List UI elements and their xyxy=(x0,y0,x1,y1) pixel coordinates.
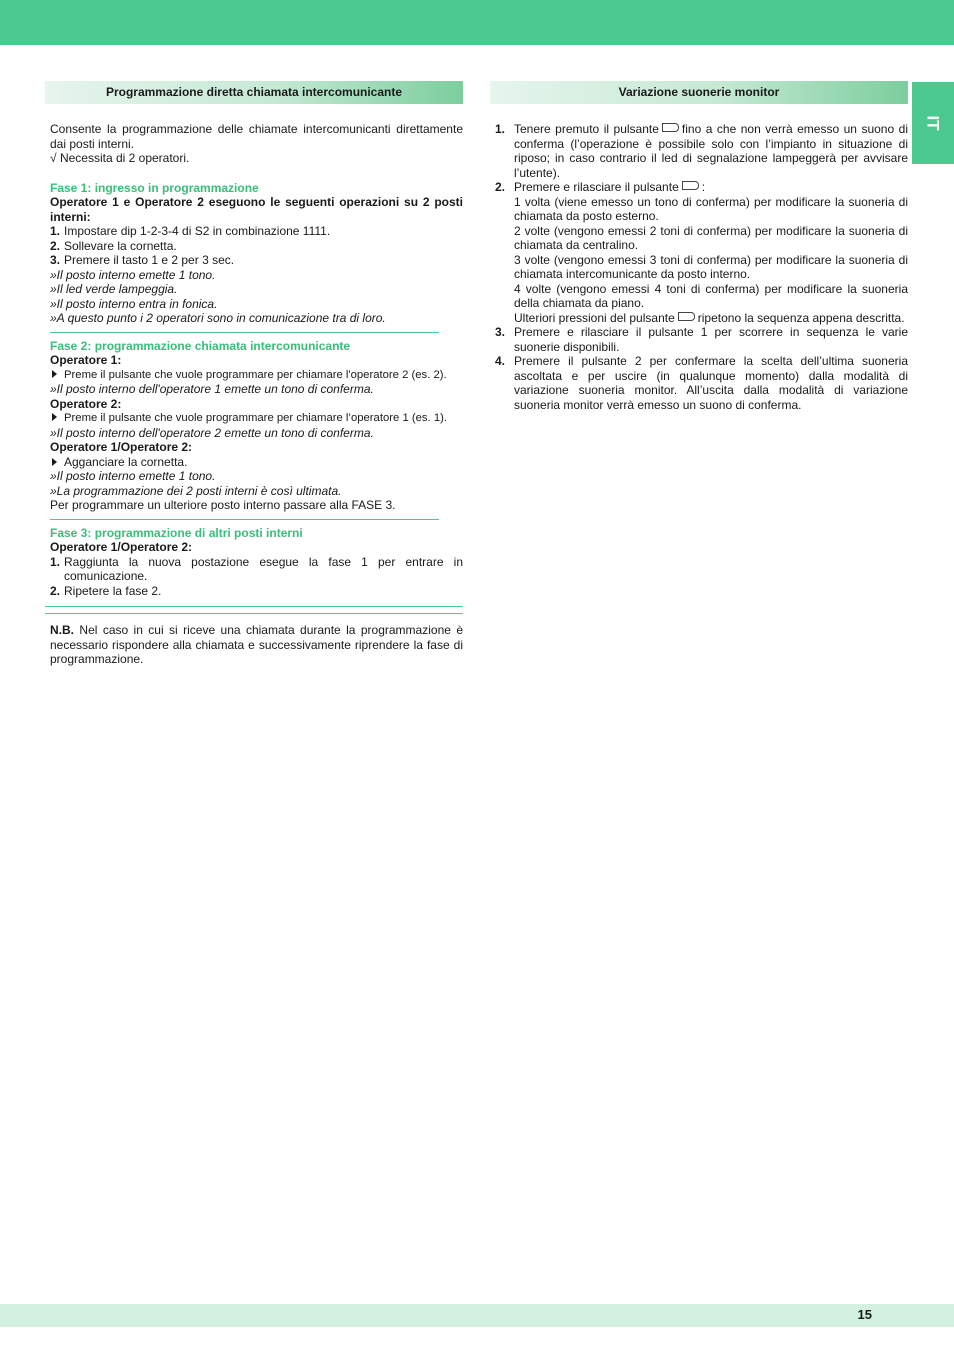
step-text: Premere e rilasciare il pulsante 1 per scorrere in sequenza le varie suonerie disponibili. xyxy=(514,325,908,354)
operator2-label: Operatore 2: xyxy=(50,396,122,411)
fase3-steps xyxy=(50,555,463,599)
language-tab xyxy=(912,82,954,164)
step-text: Tenere premuto il pulsante xyxy=(514,122,659,136)
fase1-steps xyxy=(50,224,463,268)
step-text: fino a che non verrà emesso un suono di conferma (l’operazione è possibile solo con l’impianto in situazione di riposo; in caso contrario il led di segnalazione lampeggerà per avvisare l’utente). xyxy=(514,122,908,180)
step-text: Ripetere la fase 2. xyxy=(64,583,162,598)
fase3-label: Operatore 1/Operatore 2: xyxy=(50,540,193,554)
right-section-header: Variazione suonerie monitor xyxy=(490,81,908,104)
step-text: Premere il tasto 1 e 2 per 3 sec. xyxy=(64,253,235,267)
fase1-title: Fase 1: ingresso in programmazione xyxy=(50,180,259,195)
triangle-bullet-icon xyxy=(52,413,57,421)
check-mark-icon: √ xyxy=(50,151,57,165)
intro-text: Consente la programmazione delle chiamate intercomunicanti direttamente dai posti interni. xyxy=(50,122,463,151)
triangle-bullet-icon xyxy=(52,458,57,466)
operator2-action-text: Preme il pulsante che vuole programmare per chiamare l’operatore 1 (es. 1). xyxy=(64,412,448,424)
list-item xyxy=(50,555,463,584)
press-option: 2 volte (vengono emessi 2 toni di conferma) per modificare la suoneria di chiamata da centralino. xyxy=(514,223,908,252)
step-number: 2. xyxy=(495,180,506,194)
step-number: 2. xyxy=(50,583,61,598)
operator1-action-text: Preme il pulsante che vuole programmare per chiamare l'operatore 2 (es. 2). xyxy=(64,368,447,381)
press-option: 4 volte (vengono emessi 4 toni di conferma) per modificare la suoneria della chiamata da piano. xyxy=(514,281,908,310)
step-colon: : xyxy=(701,180,706,194)
step-number: 1. xyxy=(495,122,506,136)
pulsante-key-icon xyxy=(662,123,679,132)
monitor-steps xyxy=(495,122,908,412)
both-operators-action-text: Agganciare la cornetta. xyxy=(64,454,188,469)
list-item xyxy=(495,122,908,180)
operator2-action xyxy=(50,411,463,426)
fase1-result: »Il posto interno entra in fonica. xyxy=(50,296,218,311)
bottom-band xyxy=(0,1304,954,1327)
list-item xyxy=(50,224,463,239)
step-number: 4. xyxy=(495,354,506,368)
step-number: 2. xyxy=(50,238,61,253)
double-divider xyxy=(45,606,463,614)
both-operators-action xyxy=(50,455,463,470)
step-number: 1. xyxy=(50,554,61,569)
step-text: Premere e rilasciare il pulsante xyxy=(514,180,679,194)
note-block xyxy=(50,623,463,667)
list-item xyxy=(495,354,908,412)
both-operators-label: Operatore 1/Operatore 2: xyxy=(50,440,193,454)
step-text: Premere il pulsante 2 per confermare la scelta dell’ultima suoneria ascoltata e per uscire (in qualunque momento) dalla modalità di variazione suoneria monitor. All’uscita dalla modalità di variazione suoneria monitor verrà emesso un suono di conferma. xyxy=(514,354,908,412)
press-repeat xyxy=(514,311,908,326)
pulsante-key-icon xyxy=(678,312,695,321)
triangle-bullet-icon xyxy=(52,370,57,378)
pulsante-key-icon xyxy=(682,181,699,190)
both-result: »Il posto interno emette 1 tono. xyxy=(50,469,216,483)
list-item xyxy=(495,180,908,325)
step-number: 1. xyxy=(50,224,61,238)
press-repeat-text: ripetono la sequenza appena descritta. xyxy=(697,310,905,325)
fase1-result: »A questo punto i 2 operatori sono in comunicazione tra di loro. xyxy=(50,311,386,325)
step-number: 3. xyxy=(50,253,61,267)
operator1-action xyxy=(50,368,463,383)
top-green-band xyxy=(0,0,954,45)
language-tab-label: IT xyxy=(923,115,943,131)
requirement-line xyxy=(50,151,463,166)
left-section-header: Programmazione diretta chiamata intercomunicante xyxy=(45,81,463,104)
page-number: 15 xyxy=(857,1307,872,1322)
list-item xyxy=(50,584,463,599)
step-number: 3. xyxy=(495,325,506,339)
note-text: Nel caso in cui si riceve una chiamata durante la programmazione è necessario rispondere alla chiamata e successivamente riprendere la fase di programmazione. xyxy=(50,623,463,666)
fase2-next: Per programmare un ulteriore posto interno passare alla FASE 3. xyxy=(50,498,396,512)
press-option: 3 volte (vengono emessi 3 toni di conferma) per modificare la suoneria di chiamata intercomunicante da posto interno. xyxy=(514,252,908,281)
fase1-result: »Il led verde lampeggia. xyxy=(50,282,178,296)
both-result: »La programmazione dei 2 posti interni è così ultimata. xyxy=(50,483,342,498)
operator1-result: »Il posto interno dell'operatore 1 emette un tono di conferma. xyxy=(50,382,374,396)
step-text: Impostare dip 1-2-3-4 di S2 in combinazione 1111. xyxy=(64,224,331,238)
fase3-title: Fase 3: programmazione di altri posti interni xyxy=(50,525,303,540)
list-item xyxy=(50,253,463,268)
list-item xyxy=(50,239,463,254)
fase1-result: »Il posto interno emette 1 tono. xyxy=(50,267,216,282)
list-item xyxy=(495,325,908,354)
press-option: 1 volta (viene emesso un tono di conferma) per modificare la suoneria di chiamata da posto esterno. xyxy=(514,194,908,223)
note-label: N.B. xyxy=(50,623,74,637)
operator2-result: »Il posto interno dell'operatore 2 emette un tono di conferma. xyxy=(50,425,374,440)
fase2-title: Fase 2: programmazione chiamata intercomunicante xyxy=(50,338,351,353)
operator1-label: Operatore 1: xyxy=(50,353,122,367)
requirement-text: Necessita di 2 operatori. xyxy=(59,151,190,165)
press-repeat-text: Ulteriori pressioni del pulsante xyxy=(514,310,675,325)
right-column xyxy=(495,122,908,412)
left-column xyxy=(50,122,463,598)
step-text: Sollevare la cornetta. xyxy=(64,238,177,253)
fase1-bold-instruction: Operatore 1 e Operatore 2 eseguono le seguenti operazioni su 2 posti interni: xyxy=(50,195,463,224)
step-text: Raggiunta la nuova postazione esegue la fase 1 per entrare in comunicazione. xyxy=(64,554,463,583)
